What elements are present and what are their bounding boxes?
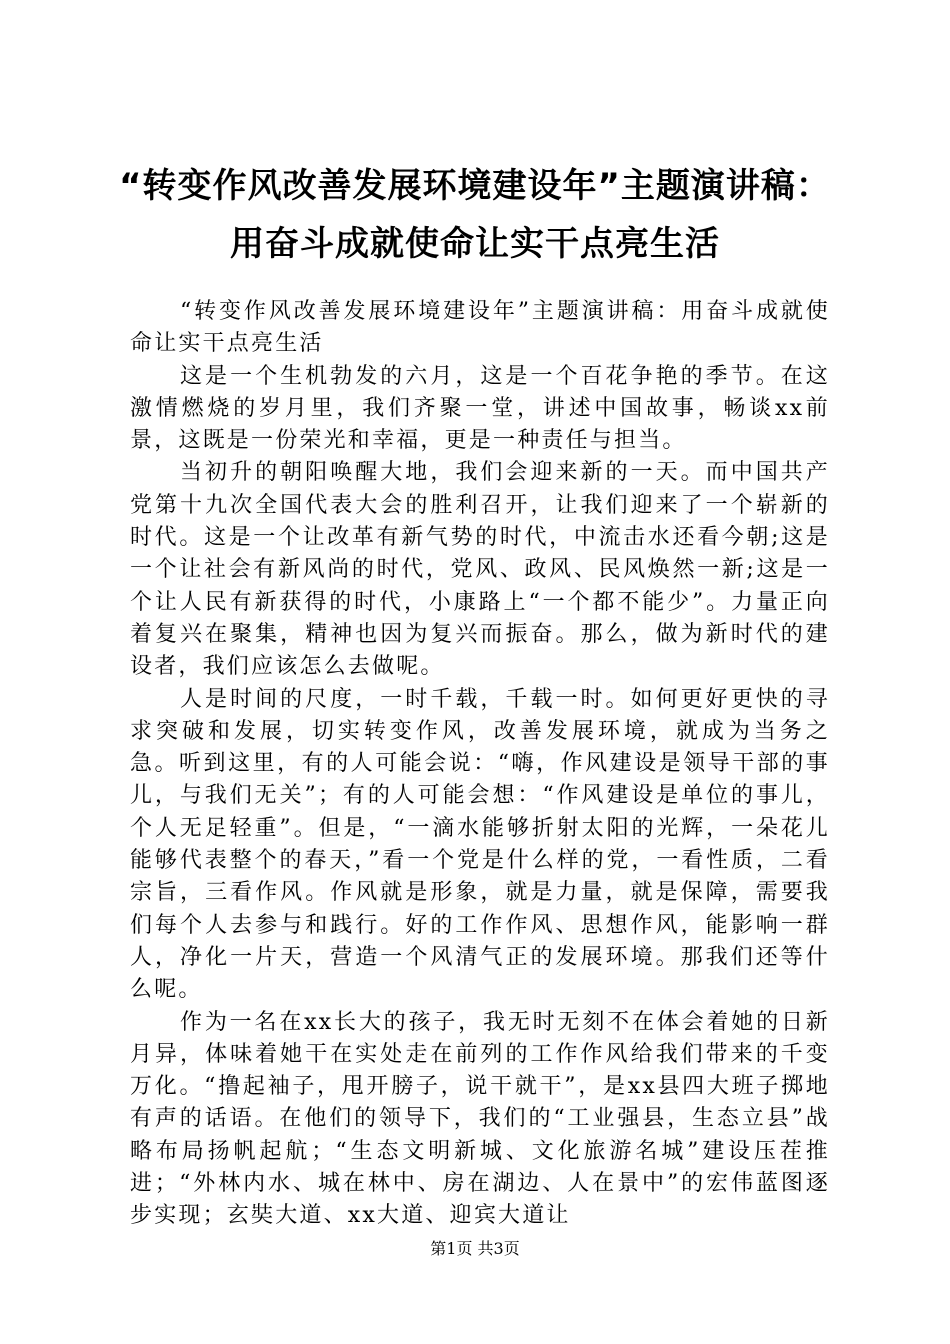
paragraph-1: “转变作风改善发展环境建设年”主题演讲稿：用奋斗成就使命让实干点亮生活 — [130, 299, 830, 357]
paragraph-3: 当初升的朝阳唤醒大地，我们会迎来新的一天。而中国共产党第十九次全国代表大会的胜利召开，让我们迎来了一个崭新的时代。这是一个让改革有新气势的时代，中流击水还看今朝;这是一个让社会有新风尚的时代，党风、政风、民风焕然一新;这是一个让人民有新获得的时代，小康路上“一个都不能少”。力量正向着复兴在聚集，精神也因为复兴而振奋。那么，做为新时代的建设者，我们应该怎么去做呢。 — [130, 460, 830, 680]
document-title-line-1: “转变作风改善发展环境建设年”主题演讲稿： — [119, 166, 831, 206]
paragraph-2: 这是一个生机勃发的六月，这是一个百花争艳的季节。在这激情燃烧的岁月里，我们齐聚一堂，讲述中国故事，畅谈xx前景，这既是一份荣光和幸福，更是一种责任与担当。 — [130, 363, 830, 454]
paragraph-4: 人是时间的尺度，一时千载，千载一时。如何更好更快的寻求突破和发展，切实转变作风，改善发展环境，就成为当务之急。听到这里，有的人可能会说：“嗨，作风建设是领导干部的事儿，与我们无关”；有的人可能会想：“作风建设是单位的事儿，个人无足轻重”。但是，“一滴水能够折射太阳的光辉，一朵花儿能够代表整个的春天，”看一个党是什么样的党，一看性质，二看宗旨，三看作风。作风就是形象，就是力量，就是保障，需要我们每个人去参与和践行。好的工作作风、思想作风，能影响一群人，净化一片天，营造一个风清气正的发展环境。那我们还等什么呢。 — [130, 686, 830, 1003]
document-body — [130, 296, 830, 1233]
paragraph-5: 作为一名在xx长大的孩子，我无时无刻不在体会着她的日新月异，体味着她干在实处走在前列的工作作风给我们带来的千变万化。“撸起袖子，甩开膀子，说干就干”，是xx县四大班子掷地有声的话语。在他们的领导下，我们的“工业强县，生态立县”战略布局扬帆起航；“生态文明新城、文化旅游名城”建设压茬推进；“外林内水、城在林中、房在湖边、人在景中”的宏伟蓝图逐步实现；玄奘大道、xx大道、迎宾大道让 — [130, 1009, 830, 1229]
page-footer: 第1页 共3页 — [430, 1239, 520, 1258]
document-title-line-2: 用奋斗成就使命让实干点亮生活 — [230, 224, 720, 264]
